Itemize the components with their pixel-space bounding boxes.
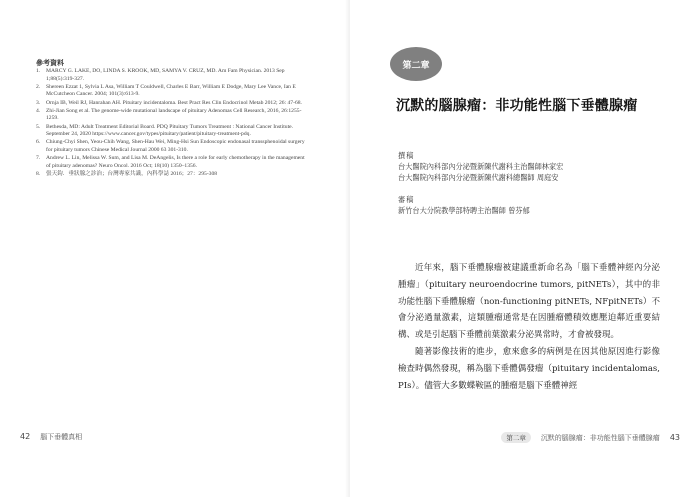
- reference-number: 5.: [36, 123, 41, 130]
- reference-item: [36, 108, 308, 123]
- left-page-number: 42: [20, 432, 31, 441]
- reference-number: 8.: [36, 170, 41, 177]
- reference-text: Chiung-Chyi Shen, Yeou-Chih Wang, Shen-Hau Wei, Ming-Hsi Sun Endoscopic endonasal transsphenoidal surgery for pituitary tumors Chinese Medical Journal 2000 63 301-310.: [46, 139, 305, 153]
- references-heading: 參考資料: [36, 59, 64, 67]
- reference-number: 4.: [36, 107, 41, 114]
- reference-text: Andrew L. Lin, Melissa W. Sum, and Lisa M. DeAngelis, Is there a role for early chemotherapy in the management of pituitary adenomas? Neuro Oncol. 2016 Oct; 18(10) 1350–1356.: [46, 155, 305, 169]
- book-title: 腦下垂體真相: [40, 433, 83, 441]
- author-label: 撰稿: [398, 151, 415, 160]
- reference-item: [36, 155, 308, 170]
- reference-text: Bethesda, MD: Adult Treatment Editorial Board. PDQ Pituitary Tumors Treatment : National Cancer Institute. September 24, 2020 https://www.cancer.gov/types/pituitary/patient/pituitary-treatment-pdq.: [46, 123, 294, 138]
- reference-text: Ornja IB, Weil RJ, Hanrahan AH. Pituitary incidentaloma. Best Pract Res Clin Endocrinol Metab 2012; 26: 47-68.: [46, 99, 302, 106]
- author-block: [398, 150, 668, 184]
- reference-item: [36, 139, 308, 154]
- reference-text: Shereen Ezzat 1, Sylvia L Asa, William T Couldwell, Charles E Barr, William E Dodge, Mary Lee Vance, Ian E McCutcheon Cancer. 2004; 101(3):613-9.: [46, 83, 296, 98]
- chapter-title: 沉默的腦腺瘤：非功能性腦下垂體腺瘤: [396, 98, 638, 114]
- reference-number: 2.: [36, 83, 41, 90]
- right-page-number: 43: [669, 433, 680, 442]
- reference-number: 3.: [36, 99, 41, 106]
- body-text: [398, 260, 660, 394]
- reference-number: 6.: [36, 139, 41, 146]
- paragraph: 近年來，腦下垂體腺瘤被建議重新命名為「腦下垂體神經內分泌腫瘤」（pituitary neuroendocrine tumors, pitNETs），其中的非功能性腦下垂體腺瘤（non-functioning pitNETs, NFpitNETs）不會分泌過量激素，這類腫瘤通常是在因腫瘤體積效應壓迫鄰近重要結構、或是引起腦下垂體前葉激素分泌異常時，才會被發現。: [398, 263, 660, 341]
- author-line: 台大醫院內科部內分泌暨新陳代謝科總醫師 周庭安: [398, 173, 559, 183]
- reference-number: 7.: [36, 155, 41, 162]
- right-page: [350, 0, 700, 497]
- reference-item: [36, 124, 308, 139]
- right-footer: [501, 432, 680, 443]
- reviewer-label: 審稿: [398, 195, 415, 204]
- reference-text: Zhi-Jian Song et al. The genome-wide mutational landscape of pituitary Adenomas Cell Research, 2016, 26:1255-1259.: [46, 107, 302, 122]
- reference-item: [36, 68, 308, 83]
- footer-chapter-title: 沉默的腦腺瘤：非功能性腦下垂體腺瘤: [540, 433, 660, 442]
- references-list: [36, 68, 308, 179]
- reference-text: MARCY G. LAKE, DO, LINDA S. KROOK, MD, SAMYA V. CRUZ, MD. Am Fam Physician. 2013 Sep 1;88(5):319-327.: [46, 68, 285, 82]
- reference-number: 1.: [36, 68, 41, 74]
- reviewer-line: 新竹台大分院教學部特聘主治醫師 曾芬郁: [398, 206, 530, 216]
- reviewer-block: [398, 194, 668, 216]
- footer-chapter-chip: 第二章: [501, 432, 531, 443]
- left-footer: [20, 432, 82, 442]
- reference-item: [36, 84, 308, 99]
- reference-item: [36, 171, 308, 179]
- chapter-badge: 第二章: [390, 47, 442, 81]
- reference-text: 張天鈞．垂狀腺之診治；台灣專家共識，內科學誌 2016；27：295-308: [46, 170, 218, 177]
- paragraph: 隨著影像技術的進步，愈來愈多的病例是在因其他原因進行影像檢查時偶然發現，稱為腦下垂體偶發瘤（pituitary incidentalomas, PIs）。儘管大多數蝶鞍區的腫瘤是腦下垂體神經: [398, 346, 660, 391]
- reference-item: [36, 100, 308, 108]
- author-line: 台大醫院內科部內分泌暨新陳代謝科主治醫師林家宏: [398, 162, 564, 172]
